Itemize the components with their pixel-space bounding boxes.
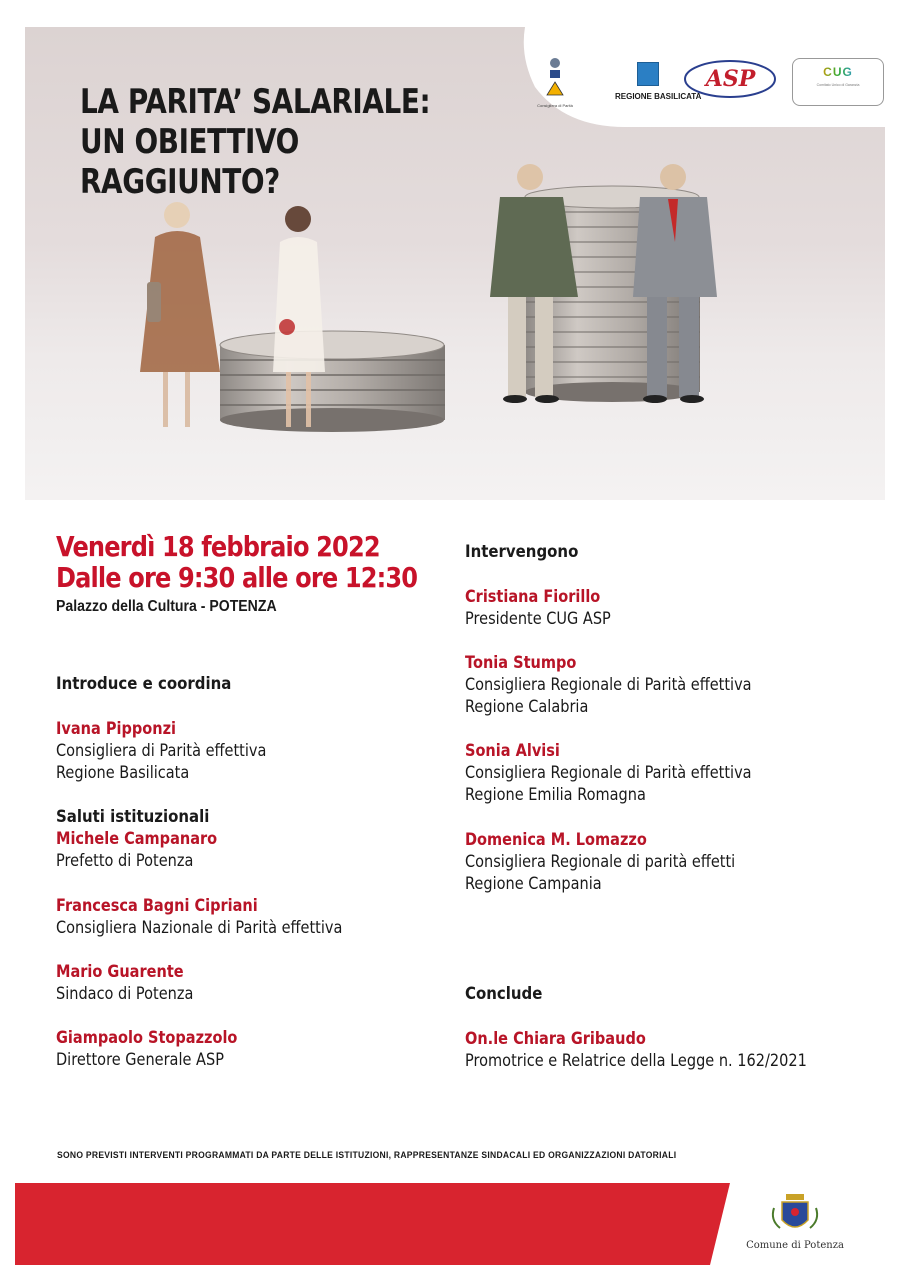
speaker-name: Sonia Alvisi [465,741,560,760]
speaker-name: Giampaolo Stopazzolo [56,1028,238,1047]
speaker-block [56,718,266,784]
speaker-role: Consigliera Regionale di Parità effettiva [465,675,752,694]
small-coin-stack [220,331,445,432]
footer-note: SONO PREVISTI INTERVENTI PROGRAMMATI DA PARTE DELLE ISTITUZIONI, RAPPRESENTANZE SINDACALI ED ORGANIZZAZIONI DATORIALI [57,1150,677,1161]
section-heading-intervengono: Intervengono [465,542,579,562]
emblem-icon [530,55,580,103]
speaker-name: Tonia Stumpo [465,653,577,672]
event-date: Venerdì 18 febbraio 2022 [56,530,380,563]
speaker-name: Cristiana Fiorillo [465,587,601,606]
cug-logo-text: CUG [793,65,883,79]
speaker-role: Regione Emilia Romagna [465,785,646,804]
speaker-block [56,828,217,872]
speaker-block [465,652,752,718]
speaker-name: Michele Campanaro [56,829,218,848]
asp-logo-text: ASP [705,66,756,92]
ministry-logo-text: Consigliera di Parità [537,103,573,108]
speaker-name: Ivana Pipponzi [56,719,177,738]
speaker-role: Regione Calabria [465,697,589,716]
event-time: Dalle ore 9:30 alle ore 12:30 [56,561,418,594]
speaker-role: Presidente CUG ASP [465,609,611,628]
red-footer-band [15,1183,730,1265]
speaker-block [56,895,342,939]
speaker-role: Regione Campania [465,874,602,893]
speaker-name: Domenica M. Lomazzo [465,830,647,849]
title-line-3: RAGGIUNTO? [80,162,280,202]
logos-row [530,55,885,115]
speaker-role: Prefetto di Potenza [56,851,194,870]
section-heading-conclude: Conclude [465,984,543,1004]
asp-logo [683,58,778,100]
speaker-name: Francesca Bagni Cipriani [56,896,258,915]
speaker-name: On.le Chiara Gribaudo [465,1029,646,1048]
speaker-role: Promotrice e Relatrice della Legge n. 162/2021 [465,1051,807,1070]
section-heading-saluti: Saluti istituzionali [56,807,210,827]
speaker-block [465,740,752,806]
speaker-role: Sindaco di Potenza [56,984,194,1003]
cug-logo-subtext: Comitato Unico di Garanzia [816,83,860,87]
cug-logo [792,58,884,106]
section-heading-introduce: Introduce e coordina [56,674,232,694]
title-line-2: UN OBIETTIVO [80,122,299,162]
region-flag-icon [637,62,659,86]
speaker-role: Consigliera Regionale di parità effetti [465,852,736,871]
speaker-role: Direttore Generale ASP [56,1050,224,1069]
region-logo-text: REGIONE BASILICATA [615,92,702,101]
speaker-role: Consigliera Nazionale di Parità effettiva [56,918,343,937]
speaker-role: Regione Basilicata [56,763,190,782]
regione-basilicata-logo [615,62,702,107]
speaker-block [465,1028,807,1072]
speaker-block [465,586,611,630]
speaker-role: Consigliera Regionale di Parità effettiva [465,763,752,782]
speaker-block [56,961,193,1005]
ministry-logo [530,55,580,110]
event-venue: Palazzo della Cultura - POTENZA [56,598,277,615]
comune-label: Comune di Potenza [746,1240,844,1251]
speaker-role: Consigliera di Parità effettiva [56,741,267,760]
comune-potenza-logo [740,1190,850,1260]
title-line-1: LA PARITA’ SALARIALE: [80,82,431,122]
event-datetime [56,531,417,593]
woman-figurine-brown [140,202,220,427]
speaker-block [465,829,735,895]
page-title [80,82,430,202]
speaker-name: Mario Guarente [56,962,184,981]
speaker-block [56,1027,237,1071]
coat-of-arms-icon [740,1190,850,1238]
